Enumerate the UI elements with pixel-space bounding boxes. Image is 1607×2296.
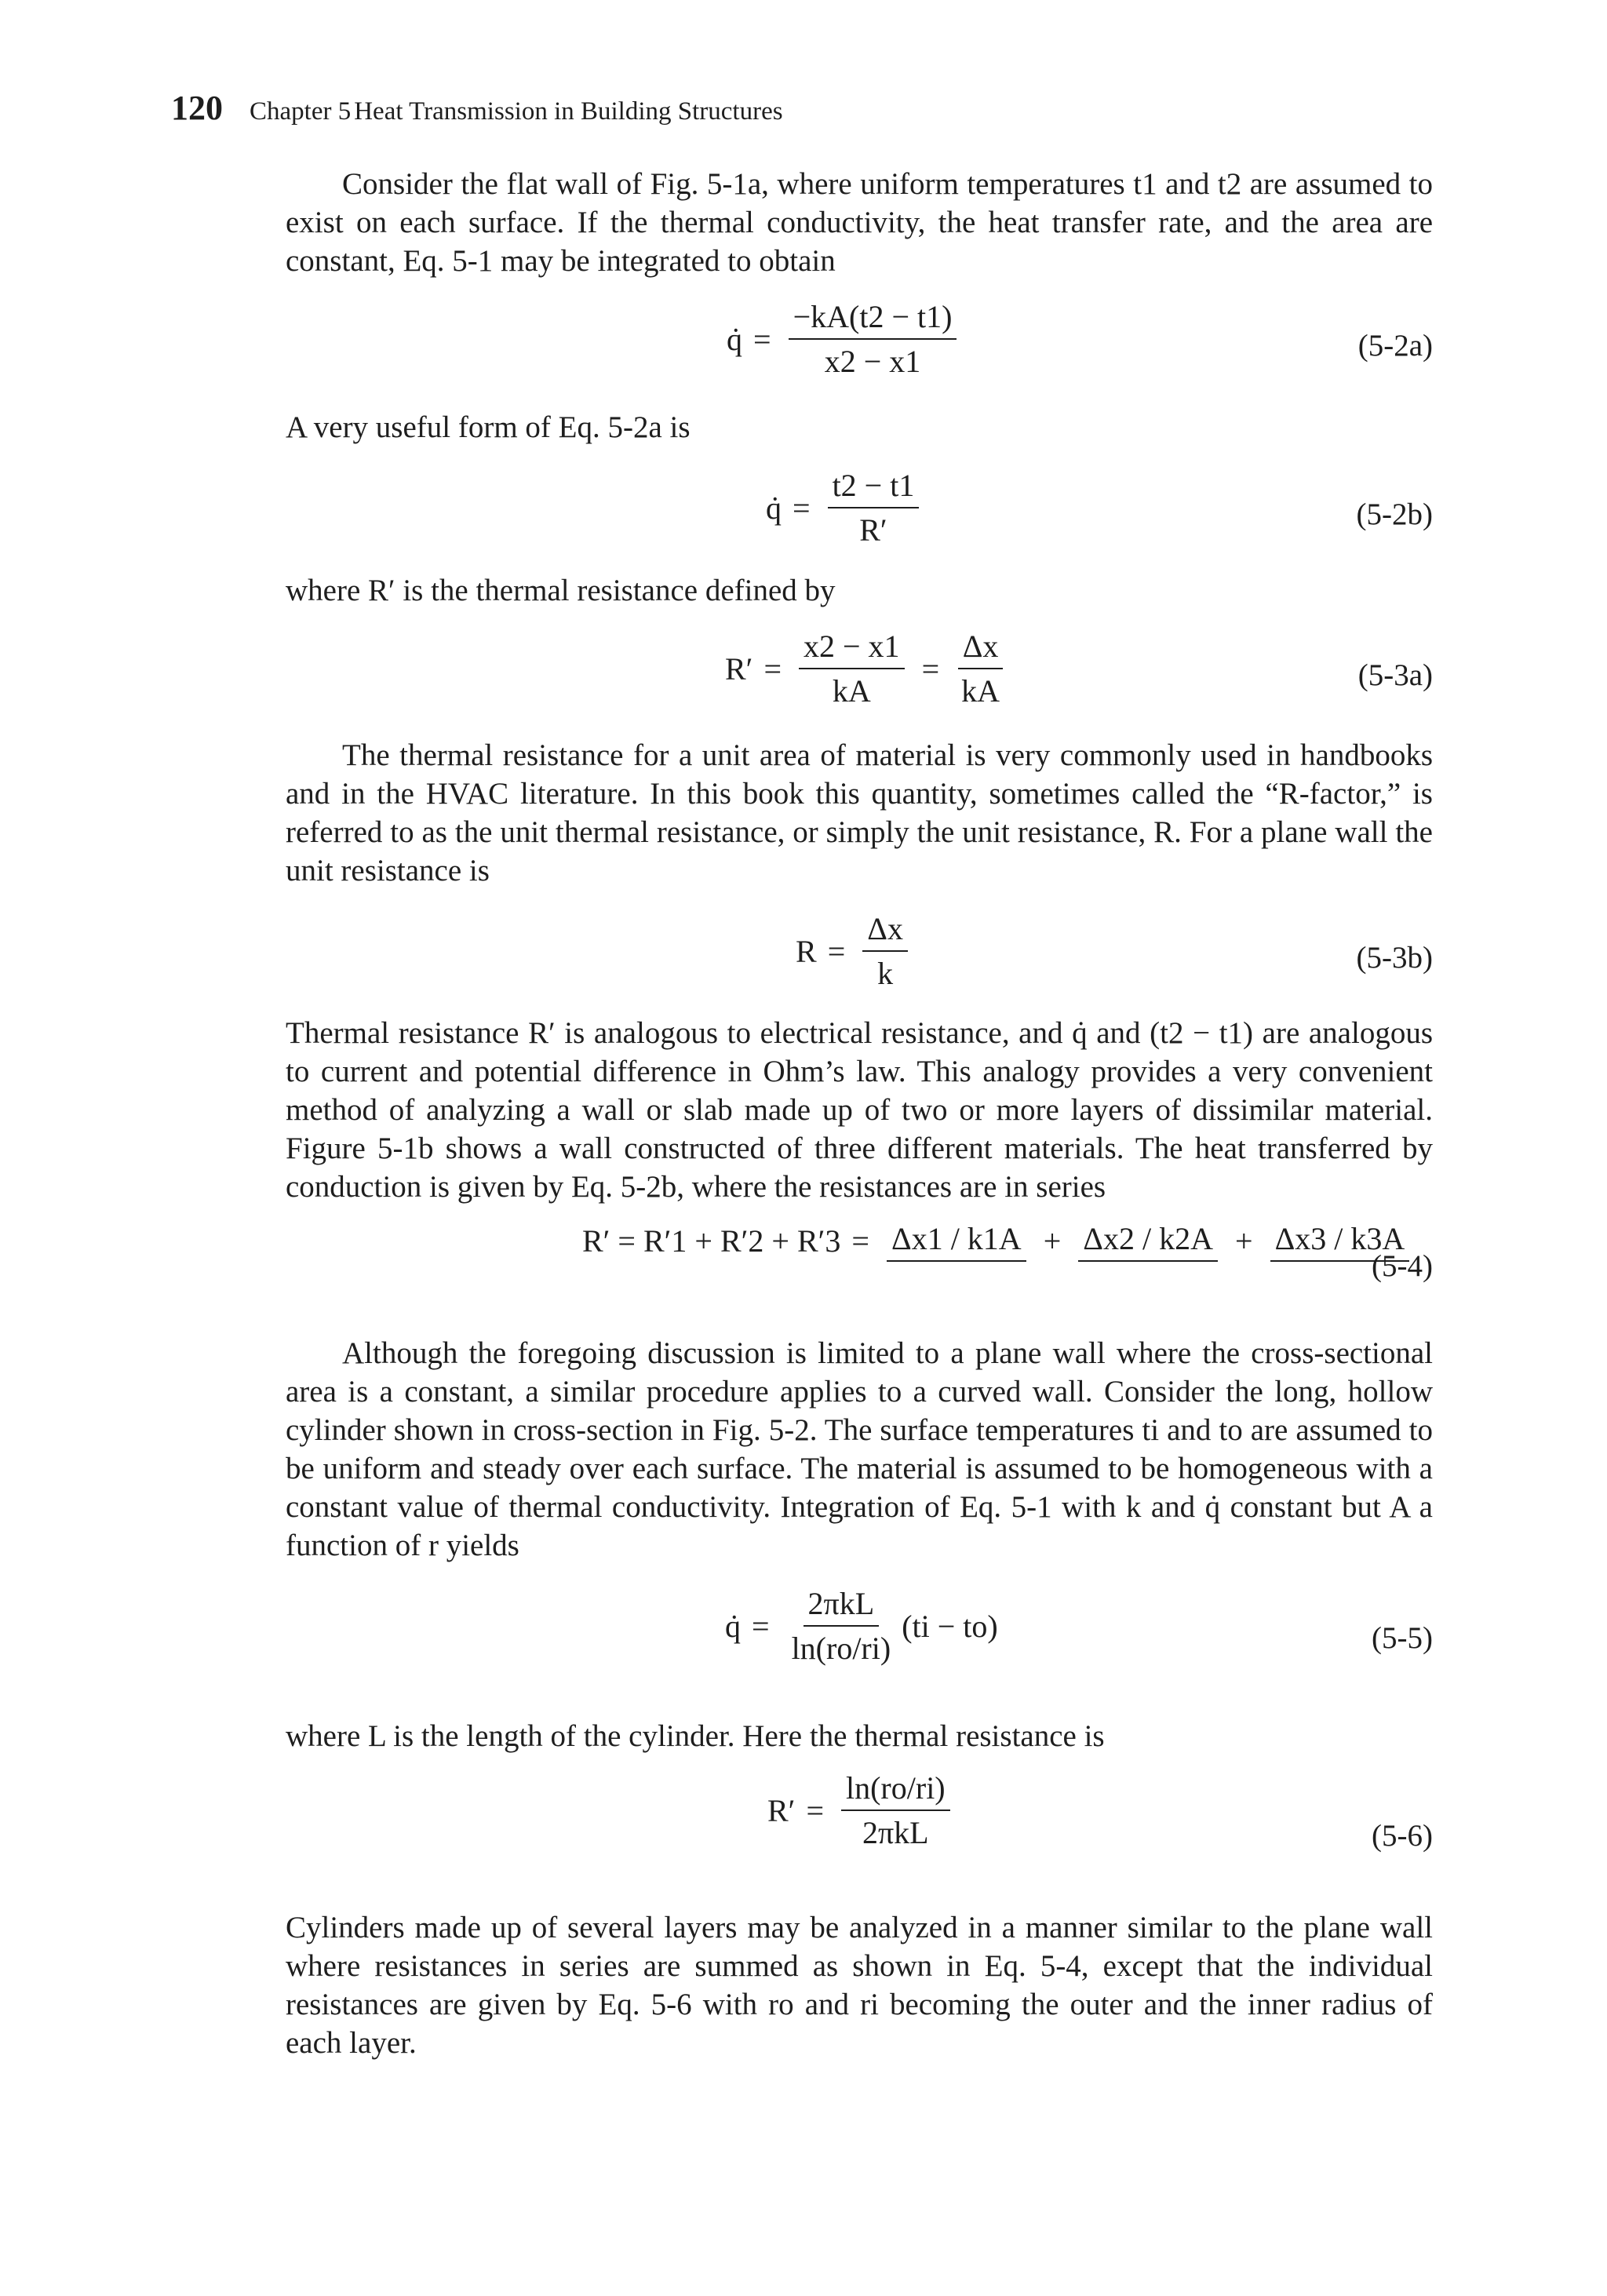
eq-5-4-term-3: Δx3 / k3A [1270, 1220, 1410, 1262]
eq-5-3a-lhs: R′ [725, 651, 753, 687]
eq-5-5-numerator: 2πkL [804, 1585, 880, 1627]
eq-5-2b-denominator: R′ [859, 512, 887, 548]
eq-5-3a-denominator-2: kA [961, 673, 1000, 709]
eq-5-5-tail: (ti − to) [902, 1608, 998, 1644]
eq-5-3b-numerator: Δx [862, 910, 908, 952]
chapter-label: Chapter 5 [250, 97, 352, 126]
eq-5-5-label: (5-5) [1372, 1621, 1433, 1655]
eq-5-2a-denominator: x2 − x1 [824, 344, 921, 379]
page-header [171, 88, 783, 135]
eq-5-4-lhs: R′ = R′1 + R′2 + R′3 [582, 1223, 841, 1259]
eq-5-2a-numerator: −kA(t2 − t1) [789, 298, 957, 340]
eq-5-2b-numerator: t2 − t1 [828, 467, 920, 508]
paragraph-6: Although the foregoing discussion is limited to a plane wall where the cross-sectional area is a constant, a similar procedure applies to a curved wall. Consider the long, hollow cylinder shown in cross-section in Fig. 5-2. The surface temperatures ti and to are assumed to be uniform and steady over each surface. The material is assumed to be homogeneous with a constant value of thermal conductivity. Integration of Eq. 5-1 with k and q̇ constant but A a function of r yields [286, 1336, 1433, 1562]
paragraph-4: The thermal resistance for a unit area of material is very commonly used in handbooks and in the HVAC literature. In this book this quantity, sometimes called the “R-factor,” is referred to as the unit thermal resistance, or simply the unit resistance, R. For a plane wall the unit resistance is [286, 738, 1433, 887]
eq-5-3a-label: (5-3a) [1357, 658, 1433, 692]
eq-5-5-lhs: q̇ [725, 1608, 741, 1644]
equation-5-4: R′ = R′1 + R′2 + R′3 = Δx1 / k1A + Δx2 / k2A + Δx3 / k3A (5-4) [582, 1221, 1433, 1283]
equation-5-2b: q̇ = $\frac{t2 - t1}{R'}$ (5-2b) [766, 468, 1433, 548]
paragraph-8: Cylinders made up of several layers may be analyzed in a manner similar to the plane wall where resistances in series are summed as shown in Eq. 5-4, except that the individual resistances are given by Eq. 5-6 with ro and ri becoming the outer and the inner radius of each layer. [286, 1911, 1433, 2060]
eq-5-2b-label: (5-2b) [1356, 497, 1433, 531]
page-number: 120 [171, 89, 223, 127]
eq-5-2a-lhs: q̇ [727, 321, 742, 357]
eq-5-3b-denominator: k [877, 956, 894, 991]
eq-5-5-denominator: ln(ro/ri) [791, 1631, 891, 1666]
equation-5-5: q̇ = $\frac{\text{2πkL}}{\ln(ro/ri)}$ (ti − to) (5-5) [725, 1586, 1433, 1666]
equation-5-3b: R = $\frac{\Delta x}{k}$ (5-3b) [796, 911, 1433, 991]
equation-5-3a: R′ = $\frac{x2 - x1}{kA}$ = $\frac{\Delta x}{kA}$ (5-3a) [725, 629, 1433, 709]
paragraph-1: Consider the flat wall of Fig. 5-1a, where uniform temperatures t1 and t2 are assumed to exist on each surface. If the thermal conductivity, the heat transfer rate, and the area are constant, Eq. 5-1 may be integrated to obtain [286, 167, 1433, 278]
paragraph-7: where L is the length of the cylinder. Here the thermal resistance is [286, 1719, 1105, 1753]
eq-5-2a-label: (5-2a) [1357, 329, 1433, 363]
eq-5-6-lhs: R′ [767, 1792, 796, 1828]
equation-5-6: R′ = $\frac{\ln(ro/ri)}{\text{2πkL}}$ (5-6) [767, 1770, 1433, 1853]
eq-5-3b-label: (5-3b) [1356, 941, 1433, 975]
paragraph-5: Thermal resistance R′ is analogous to electrical resistance, and q̇ and (t2 − t1) are analogous to current and potential difference in Ohm’s law. This analogy provides a very convenient method of analyzing a wall or slab made up of two or more layers of dissimilar material. Figure 5-1b shows a wall constructed of three different materials. The heat transferred by conduction is given by Eq. 5-2b, where the resistances are in series [286, 1016, 1433, 1204]
eq-5-4-term-1: Δx1 / k1A [887, 1220, 1026, 1262]
eq-5-3a-numerator-1: x2 − x1 [799, 628, 905, 669]
eq-5-2b-lhs: q̇ [766, 490, 782, 526]
paragraph-3: where R′ is the thermal resistance defined by [286, 574, 836, 607]
paragraph-2: A very useful form of Eq. 5-2a is [286, 410, 691, 444]
equation-5-2a: q̇ = $\frac{-kA(t2 - t1)}{x2 - x1}$ (5-2a) [727, 299, 1433, 379]
eq-5-4-label: (5-4) [1372, 1249, 1433, 1283]
eq-5-3a-numerator-2: Δx [958, 628, 1004, 669]
eq-5-4-term-2: Δx2 / k2A [1078, 1220, 1218, 1262]
eq-5-6-label: (5-6) [1372, 1819, 1433, 1853]
eq-5-3a-denominator-1: kA [832, 673, 871, 709]
eq-5-6-denominator: 2πkL [862, 1815, 929, 1850]
eq-5-6-numerator: ln(ro/ri) [841, 1769, 950, 1811]
chapter-title: Heat Transmission in Building Structures [354, 97, 783, 126]
eq-5-3b-lhs: R [796, 933, 817, 969]
